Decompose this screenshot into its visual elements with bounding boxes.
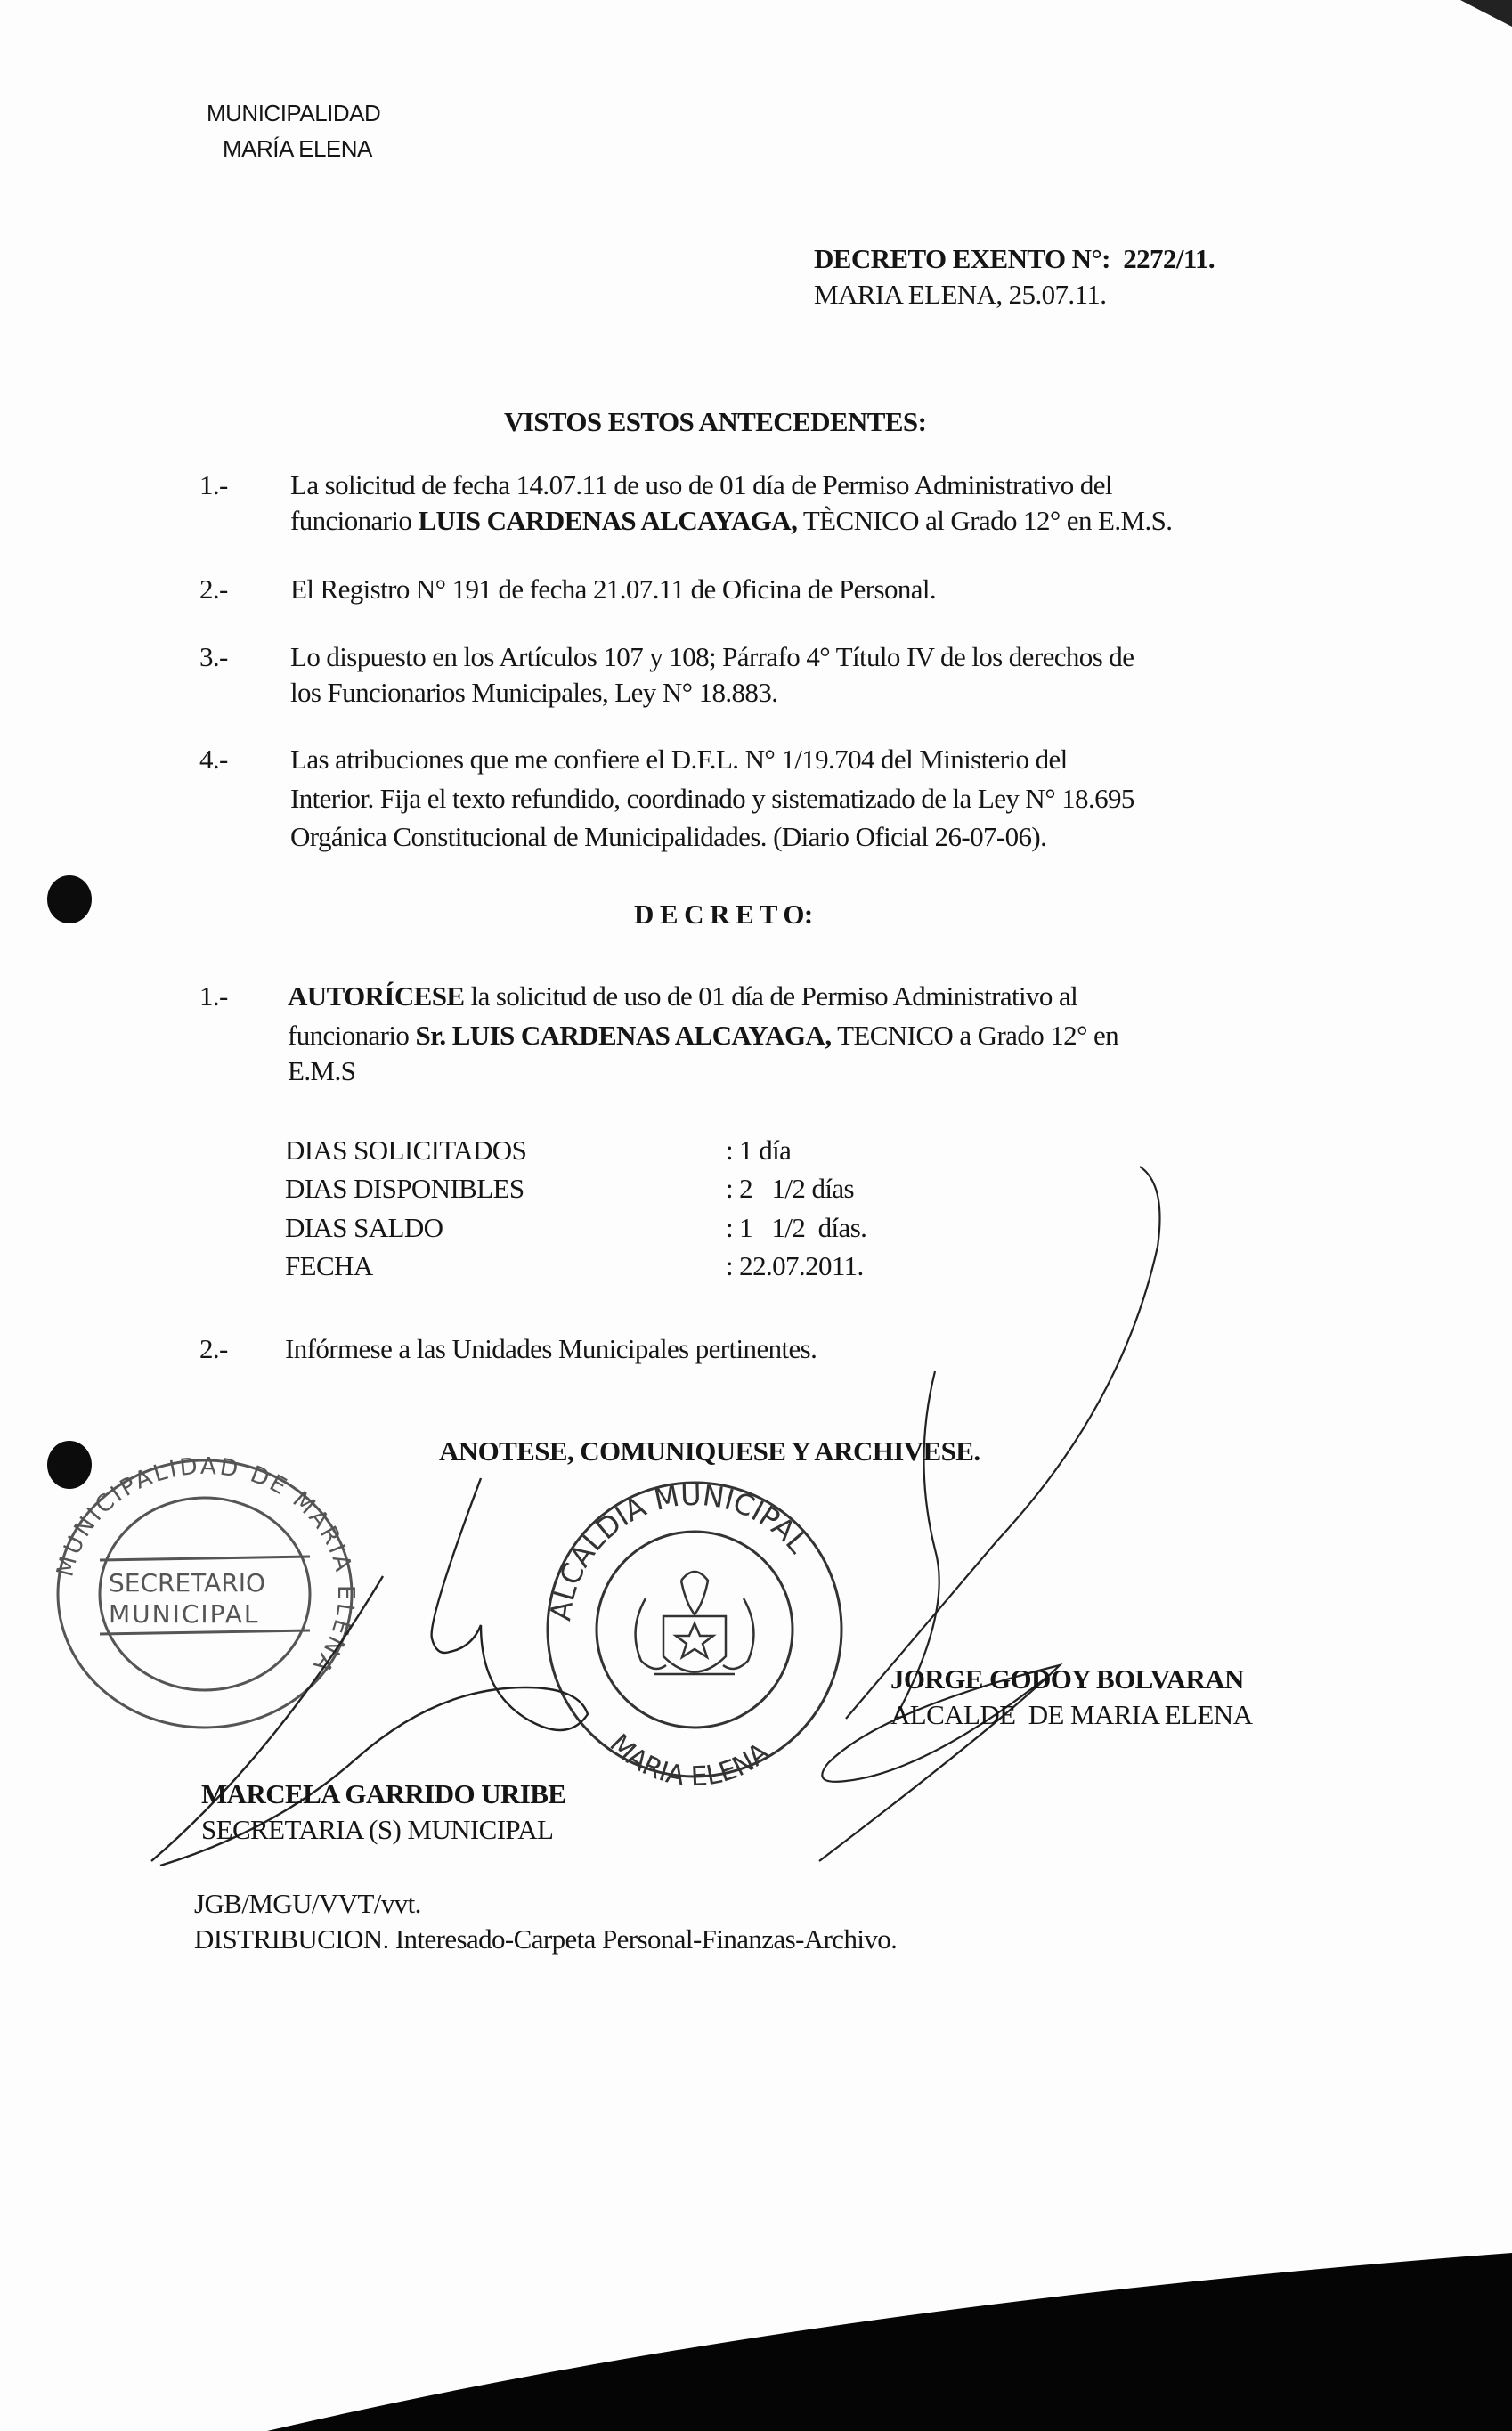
initials: JGB/MGU/VVT/vvt. [194,1888,421,1919]
vistos-item-text: Interior. Fija el texto refundido, coordinado y sistematizado de la Ley N° 18.695 [290,783,1134,814]
table-label: DIAS DISPONIBLES [285,1173,524,1204]
mayor-title: ALCALDE DE MARIA ELENA [890,1699,1253,1730]
vistos-item-text: Orgánica Constitucional de Municipalidades. (Diario Oficial 26-07-06). [290,821,1047,852]
text: TECNICO a Grado 12° en [831,1020,1119,1051]
secretary-name: MARCELA GARRIDO URIBE [201,1778,566,1809]
org-name-line1: MUNICIPALIDAD [207,100,381,126]
vistos-item-text: Las atribuciones que me confiere el D.F.L. N° 1/19.704 del Ministerio del [290,744,1068,775]
secretary-title: SECRETARIA (S) MUNICIPAL [201,1814,554,1845]
secretary-stamp [52,1453,359,1728]
vistos-item-text: La solicitud de fecha 14.07.11 de uso de 01 día de Permiso Administrativo del [290,469,1112,500]
scan-shadow-bottom [267,2253,1512,2431]
vistos-item-number: 4.- [199,744,228,775]
text: la solicitud de uso de 01 día de Permiso Administrativo al [464,980,1078,1012]
svg-text:MUNICIPALIDAD DE MARIA ELENA: MUNICIPALIDAD DE MARIA ELENA [52,1452,360,1679]
text: funcionario [290,505,419,536]
table-value: : 1 día [726,1134,792,1166]
table-value: : 22.07.2011. [726,1250,864,1281]
vistos-item-text: los Funcionarios Municipales, Ley N° 18.883. [290,677,778,708]
mayor-stamp [543,1478,841,1793]
decreto-item-number: 1.- [199,980,228,1012]
decree-label: DECRETO EXENTO N°: [814,243,1110,274]
place-date: MARIA ELENA, 25.07.11. [814,279,1107,310]
text: TÈCNICO al Grado 12° en E.M.S. [797,505,1173,536]
svg-text:SECRETARIO: SECRETARIO [109,1568,265,1598]
vistos-item-text: Lo dispuesto en los Artículos 107 y 108; Párrafo 4° Título IV de los derechos de [290,641,1134,672]
table-value: : 2 1/2 días [726,1173,855,1204]
table-value: : 1 1/2 días. [726,1212,867,1243]
closing-formula: ANOTESE, COMUNIQUESE Y ARCHIVESE. [439,1435,980,1467]
table-label: DIAS SOLICITADOS [285,1134,527,1166]
vistos-item-number: 1.- [199,469,228,500]
vistos-item-number: 2.- [199,573,228,605]
scan-shadow-corner [1460,0,1512,27]
decreto-item-text: E.M.S [288,1055,356,1086]
decreto-item-text: Infórmese a las Unidades Municipales pertinentes. [285,1333,817,1364]
authorize-word: AUTORÍCESE [288,980,465,1012]
distribution: DISTRIBUCION. Interesado-Carpeta Personal-Finanzas-Archivo. [194,1923,898,1955]
vistos-item-text: El Registro N° 191 de fecha 21.07.11 de Oficina de Personal. [290,573,937,605]
decreto-heading: D E C R E T O: [634,898,813,930]
coat-of-arms-icon [636,1572,754,1674]
employee-name: LUIS CARDENAS ALCAYAGA, [418,505,798,536]
decreto-item-number: 2.- [199,1333,228,1364]
svg-text:MARIA ELENA: MARIA ELENA [603,1728,776,1793]
decree-number-value: 2272/11. [1123,243,1215,274]
org-name-line2: MARÍA ELENA [223,135,372,162]
vistos-item-number: 3.- [199,641,228,672]
mayor-name: JORGE GODOY BOLVARAN [890,1663,1244,1695]
svg-text:MUNICIPAL: MUNICIPAL [109,1599,260,1629]
vistos-heading: VISTOS ESTOS ANTECEDENTES: [504,406,927,437]
employee-name: Sr. LUIS CARDENAS ALCAYAGA, [415,1020,832,1051]
table-label: DIAS SALDO [285,1212,443,1243]
mayor-signature [819,1167,1160,1861]
table-label: FECHA [285,1250,373,1281]
text: funcionario [288,1020,416,1051]
svg-text:ALCALDIA MUNICIPAL: ALCALDIA MUNICIPAL [543,1477,816,1623]
